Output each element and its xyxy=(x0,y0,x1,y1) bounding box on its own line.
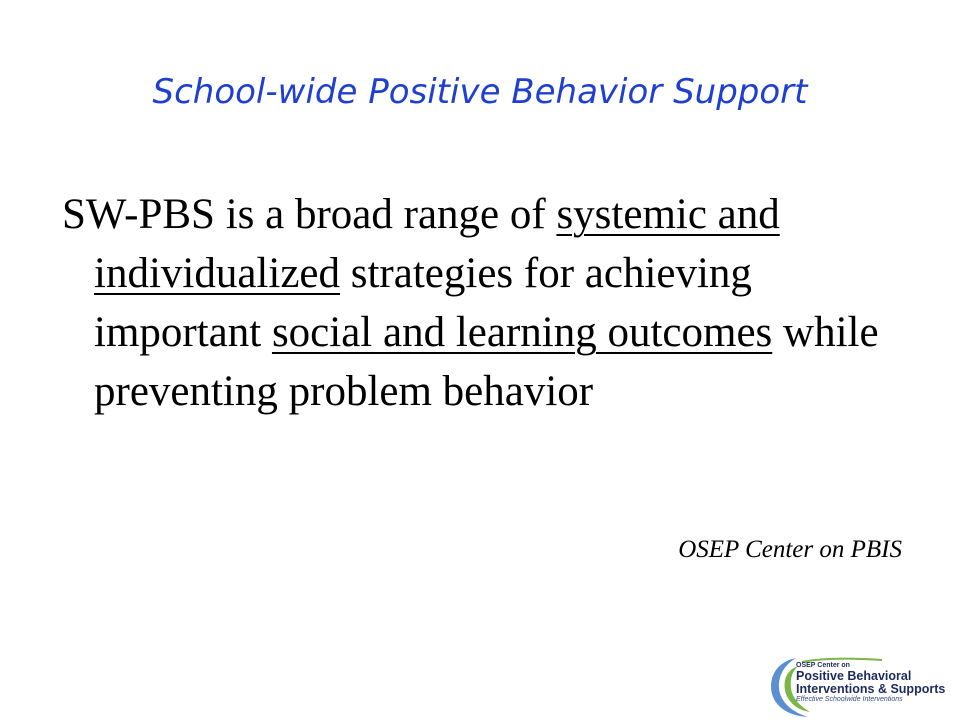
logo-line: Interventions & Supports xyxy=(796,682,946,696)
pbis-logo xyxy=(762,654,960,720)
body-underlined-phrase: systemic and individualized xyxy=(94,191,780,297)
body-text-segment: while preventing problem behavior xyxy=(94,309,879,415)
body-underlined-phrase: social and learning outcomes xyxy=(271,309,773,356)
logo-text xyxy=(796,662,960,704)
body-text-segment: SW-PBS is a broad range of xyxy=(62,191,557,238)
slide-body-text xyxy=(62,185,924,421)
logo-line: OSEP Center on xyxy=(796,662,850,669)
logo-line: Positive Behavioral xyxy=(796,669,912,683)
citation: OSEP Center on PBIS xyxy=(678,536,902,563)
body-text-segment: strategies for achieving important xyxy=(94,250,752,356)
slide-title: School-wide Positive Behavior Support xyxy=(152,72,808,112)
logo-line: Effective Schoolwide Interventions xyxy=(796,696,903,703)
